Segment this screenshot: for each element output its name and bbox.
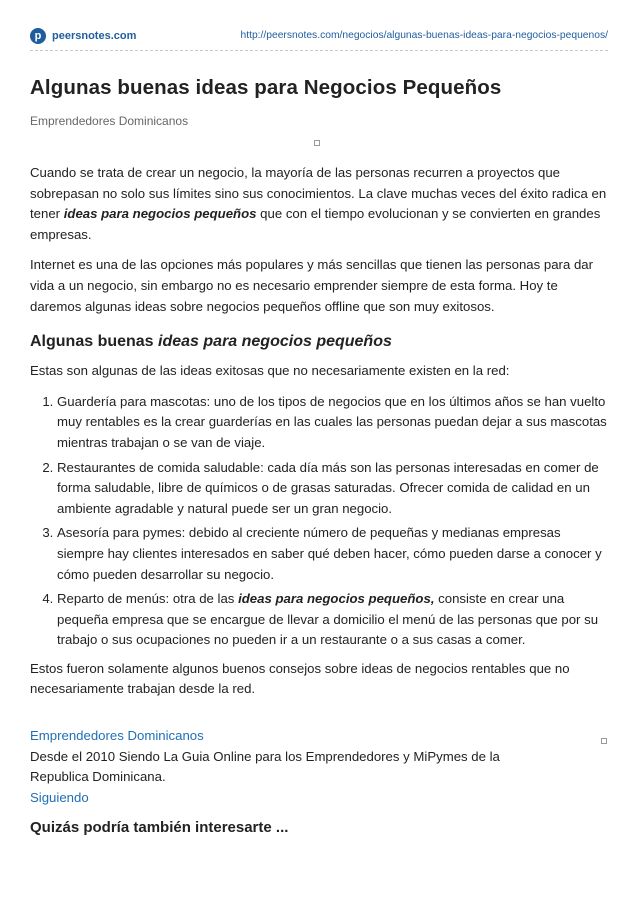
article-title: Algunas buenas ideas para Negocios Pequeños	[30, 76, 502, 99]
paragraph-internet: Internet es una de las opciones más populares y más sencillas que tienen las personas para dar vida a un negocio, sin embargo no es necesario emprender siempre de esta forma. Hoy te daremos algunas ideas sobre negocios pequeños offline que son muy exitosos.	[30, 257, 593, 314]
author-box	[30, 726, 608, 808]
paragraph-conclusion: Estos fueron solamente algunos buenos consejos sobre ideas de negocios rentables que no necesariamente trabajan desde la red.	[30, 660, 570, 697]
list-item: 3. Asesoría para pymes: debido al creciente número de pequeñas y medianas empresas siempre hay clientes interesados en saber qué deben hacer, cómo pueden darse a conocer y cómo pueden desarrollar su negocio.	[57, 523, 608, 585]
image-placeholder-icon	[314, 140, 320, 146]
header-divider	[30, 50, 608, 51]
list-item: 2. Restaurantes de comida saludable: cada día más son las personas interesadas en comer de forma saludable, libre de químicos o de grasas saturadas. Ofrecer comida de calidad en un ambiente agradable y natural puede ser un gran negocio.	[57, 458, 608, 520]
peersnotes-logo-icon: p	[30, 28, 46, 44]
avatar-placeholder-icon	[601, 738, 607, 744]
related-heading: Quizás podría también interesarte ...	[30, 819, 289, 836]
paragraph-intro: Cuando se trata de crear un negocio, la mayoría de las personas recurren a proyectos que sobrepasan no solo sus límites sino sus conocimientos. La clave muchas veces del éxito radica en tener ideas para negocios pequeños que con el tiempo evolucionan y se convierten en grandes empresas.	[30, 165, 607, 242]
emphasis-keyword: ideas para negocios pequeños,	[238, 591, 435, 607]
author-box-bio: Desde el 2010 Siendo La Guia Online para los Emprendedores y MiPymes de la Republica Dominicana.	[30, 748, 500, 785]
article-body	[30, 163, 608, 710]
emphasis-keyword: ideas para negocios pequeños	[63, 206, 257, 222]
list-item: 4. Reparto de menús: otra de las ideas para negocios pequeños, consiste en crear una pequeña empresa que se encargue de llevar a domicilio el menú de las personas que por su trabajo o sus ocupaciones no pueden ir a un restaurante o a sus casas a comer.	[57, 589, 608, 651]
paragraph-ideas-intro: Estas son algunas de las ideas exitosas que no necesariamente existen en la red:	[30, 363, 510, 379]
article-author[interactable]: Emprendedores Dominicanos	[30, 114, 189, 128]
ideas-list	[30, 392, 608, 651]
site-name[interactable]: peersnotes.com	[52, 30, 137, 42]
page-header	[30, 26, 608, 46]
follow-link[interactable]: Siguiendo	[30, 789, 89, 805]
author-box-name[interactable]: Emprendedores Dominicanos	[30, 728, 204, 743]
list-item: 1. Guardería para mascotas: uno de los tipos de negocios que en los últimos años se han vuelto muy rentables es la crear guarderías en las cuales las personas puedan dejar a sus mascotas mientras trabajan o se van de viaje.	[57, 392, 608, 454]
page-url[interactable]: http://peersnotes.com/negocios/algunas-buenas-ideas-para-negocios-pequenos/	[240, 30, 608, 41]
section-heading: Algunas buenas ideas para negocios pequeños	[30, 333, 392, 351]
